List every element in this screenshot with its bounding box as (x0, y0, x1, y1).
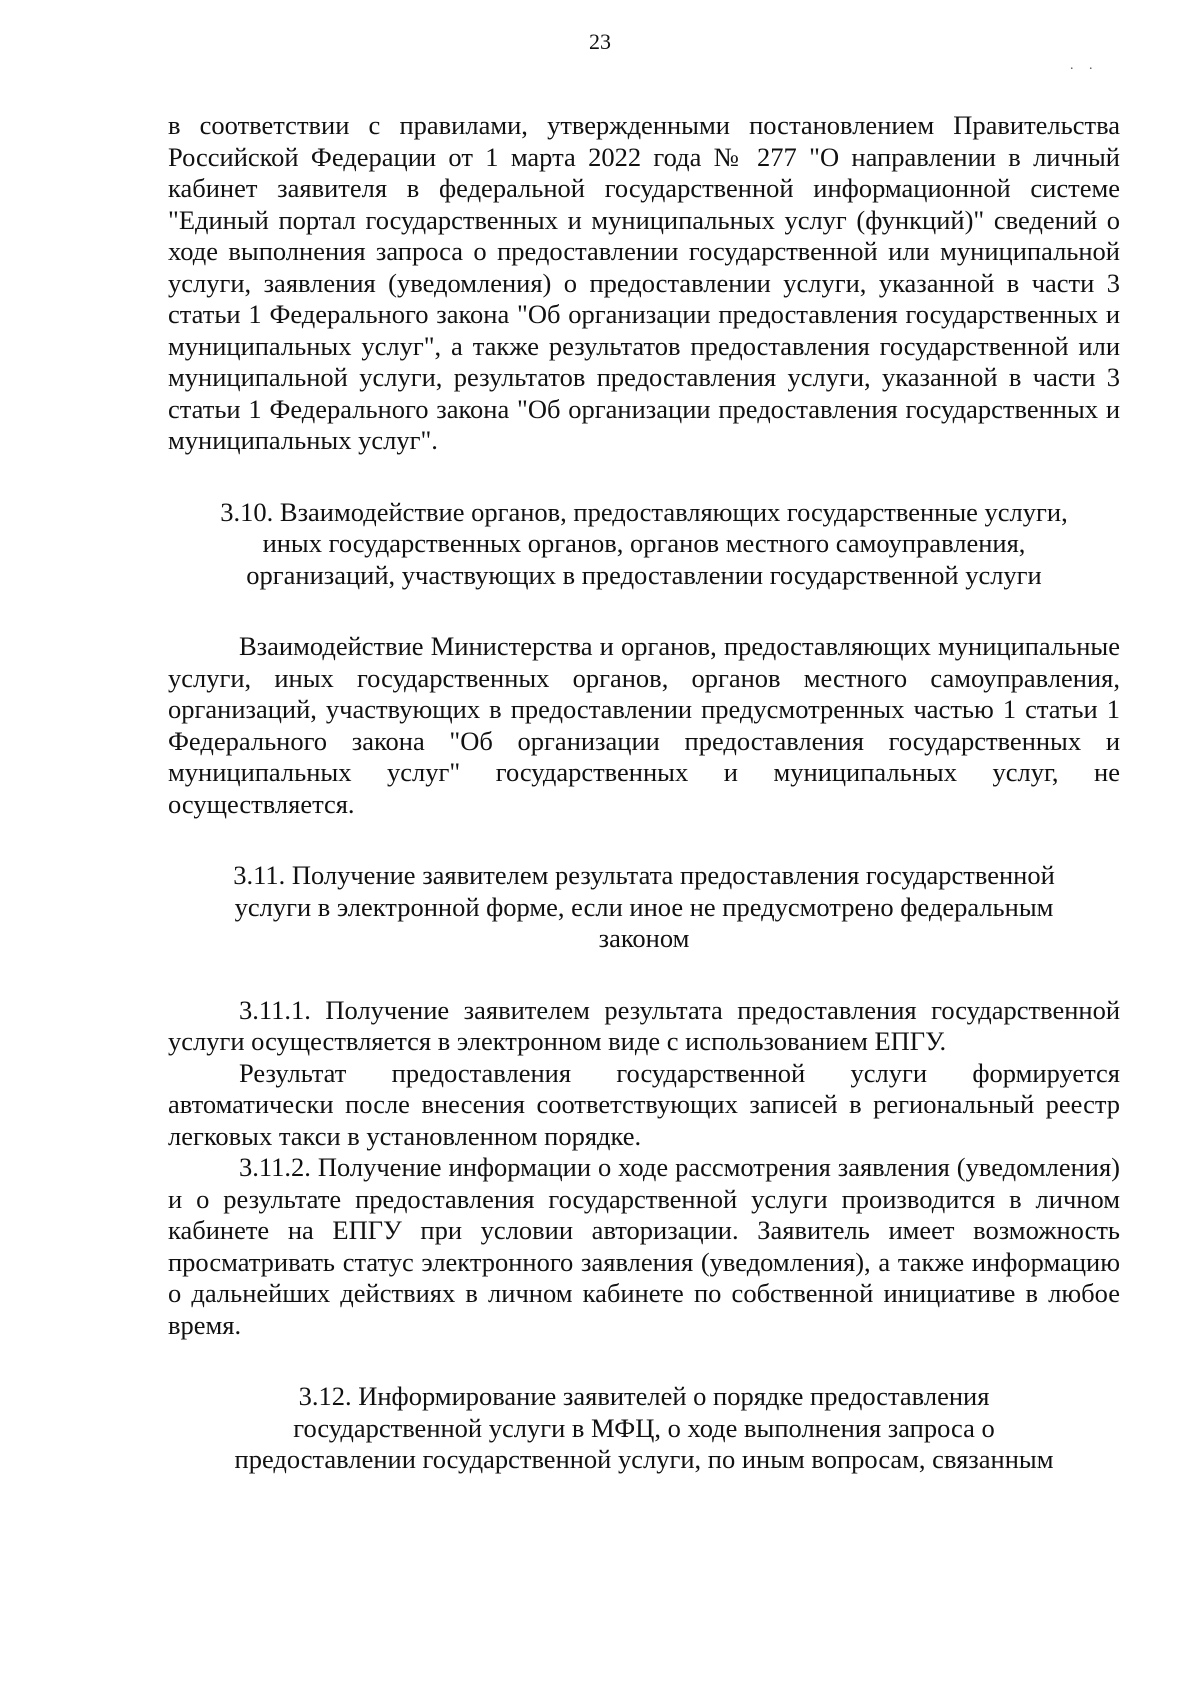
document-body (168, 110, 1120, 1476)
paragraph-continuation: в соответствии с правилами, утвержденными постановлением Правительства Российской Федерации от 1 марта 2022 года № 277 "О направлении в личный кабинет заявителя в федеральной государственной информационной системе "Единый портал государственных и муниципальных услуг (функций)" сведений о ходе выполнения запроса о предоставлении государственной или муниципальной услуги, заявления (уведомления) о предоставлении услуги, указанной в части 3 статьи 1 Федерального закона "Об организации предоставления государственных и муниципальных услуг", а также результатов предоставления государственной или муниципальной услуги, результатов предоставления услуги, указанной в части 3 статьи 1 Федерального закона "Об организации предоставления государственных и муниципальных услуг". (168, 110, 1120, 455)
paragraph-3-11-2: 3.11.2. Получение информации о ходе рассмотрения заявления (уведомления) и о результате предоставления государственной услуги производится в личном кабинете на ЕПГУ при условии авторизации. Заявитель имеет возможность просматривать статус электронного заявления (уведомления), а также информацию о дальнейших действиях в личном кабинете по собственной инициативе в любое время. (168, 1152, 1120, 1340)
scan-mark: . . (1070, 58, 1099, 73)
section-heading-3-10: 3.10. Взаимодействие органов, предоставляющих государственные услуги, иных государственных органов, органов местного самоуправления, организаций, участвующих в предоставлении государственной услуги (220, 496, 1068, 590)
paragraph-interaction: Взаимодействие Министерства и органов, предоставляющих муниципальные услуги, иных государственных органов, органов местного самоуправления, организаций, участвующих в предоставлении предусмотренных частью 1 статьи 1 Федерального закона "Об организации предоставления государственных и муниципальных услуг" государственных и муниципальных услуг, не осуществляется. (168, 631, 1120, 819)
page-number: 23 (589, 29, 611, 54)
section-heading-3-12: 3.12. Информирование заявителей о порядке предоставления государственной услуги в МФЦ, о ходе выполнения запроса о предоставлении государственной услуги, по иным вопросам, связанным (234, 1381, 1054, 1474)
section-heading-3-11: 3.11. Получение заявителем результата предоставления государственной услуги в электронной форме, если иное не предусмотрено федеральным законом (233, 860, 1055, 953)
paragraph-3-11-1: 3.11.1. Получение заявителем результата предоставления государственной услуги осуществляется в электронном виде с использованием ЕПГУ. (168, 994, 1120, 1056)
paragraph-result: Результат предоставления государственной услуги формируется автоматически после внесения соответствующих записей в региональный реестр легковых такси в установленном порядке. (168, 1057, 1120, 1151)
